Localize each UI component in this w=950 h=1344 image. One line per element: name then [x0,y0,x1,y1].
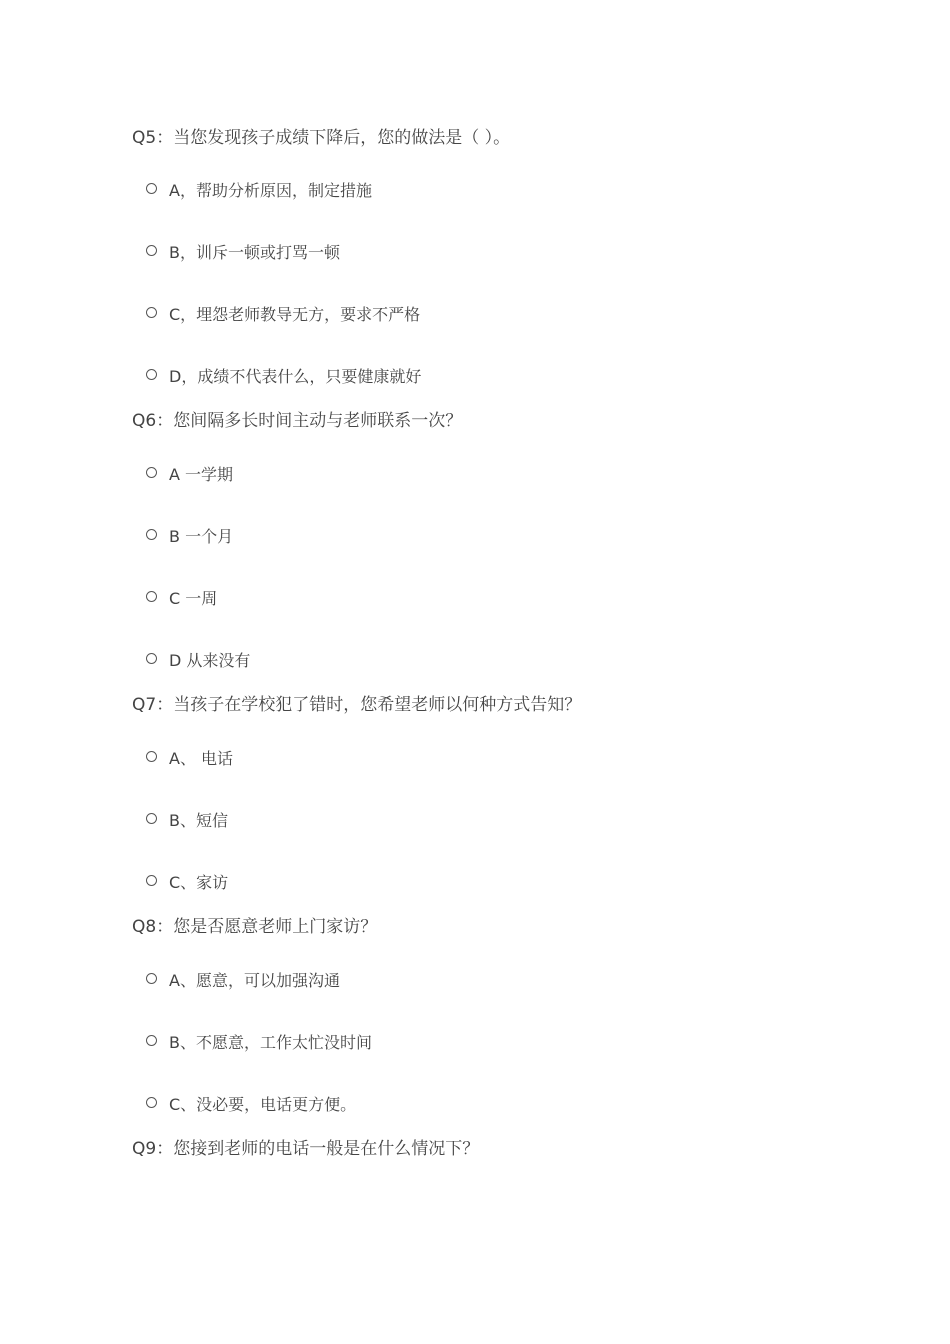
option-label: A、愿意，可以加强沟通 [169,971,340,990]
option-label: B、不愿意，工作太忙没时间 [169,1033,372,1052]
option-q5-b[interactable] [146,242,340,264]
option-label: A、 电话 [169,749,234,768]
radio-button[interactable] [146,875,157,886]
option-label: C、没必要，电话更方便。 [169,1095,357,1114]
option-q6-a[interactable] [146,464,233,486]
option-q7-c[interactable] [146,872,228,894]
option-label: D，成绩不代表什么，只要健康就好 [169,367,422,386]
option-q8-b[interactable] [146,1032,372,1054]
radio-button[interactable] [146,653,157,664]
option-q6-c[interactable] [146,588,217,610]
question-q8-text: Q8：您是否愿意老师上门家访？ [132,917,378,937]
radio-button[interactable] [146,529,157,540]
radio-button[interactable] [146,751,157,762]
option-q8-c[interactable] [146,1094,356,1116]
option-label: A，帮助分析原因，制定措施 [169,181,372,200]
option-label: D 从来没有 [169,651,251,670]
option-q5-d[interactable] [146,366,421,388]
option-label: B、短信 [169,811,228,830]
question-q9-text: Q9：您接到老师的电话一般是在什么情况下？ [132,1139,480,1159]
radio-button[interactable] [146,813,157,824]
option-q6-b[interactable] [146,526,233,548]
radio-button[interactable] [146,973,157,984]
question-q6-text: Q6：您间隔多长时间主动与老师联系一次？ [132,411,463,431]
option-label: C 一周 [169,589,218,608]
radio-button[interactable] [146,1035,157,1046]
radio-button[interactable] [146,245,157,256]
question-q7-text: Q7：当孩子在学校犯了错时，您希望老师以何种方式告知？ [132,695,582,715]
option-label: C，埋怨老师教导无方，要求不严格 [169,305,421,324]
option-q5-a[interactable] [146,180,372,202]
option-label: B，训斥一顿或打骂一顿 [169,243,340,262]
question-q5-text: Q5：当您发现孩子成绩下降后，您的做法是（ ）。 [132,128,511,148]
radio-button[interactable] [146,591,157,602]
option-label: C、家访 [169,873,229,892]
radio-button[interactable] [146,1097,157,1108]
radio-button[interactable] [146,369,157,380]
option-q8-a[interactable] [146,970,340,992]
option-label: B 一个月 [169,527,234,546]
option-label: A 一学期 [169,465,234,484]
radio-button[interactable] [146,183,157,194]
option-q6-d[interactable] [146,650,250,672]
radio-button[interactable] [146,307,157,318]
radio-button[interactable] [146,467,157,478]
option-q7-a[interactable] [146,748,233,770]
option-q5-c[interactable] [146,304,420,326]
option-q7-b[interactable] [146,810,228,832]
